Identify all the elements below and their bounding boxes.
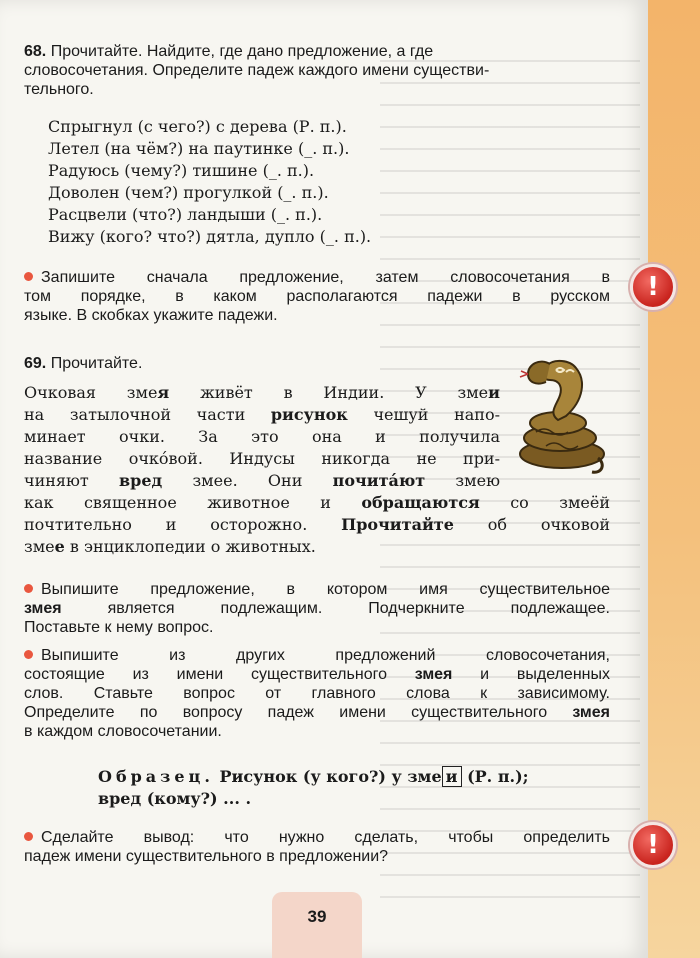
orange-bullet-icon: [24, 272, 33, 281]
list-item: Вижу (кого? что?) дятла, дупло (_. п.).: [48, 227, 372, 246]
next-page-edge: [648, 0, 700, 958]
exclamation-circle-icon: !: [630, 822, 676, 868]
snake-text-narrow: Очковая змея живёт в Индии. У змеи на затылочной части рисунок чешуй напо- минает очки. За это она и получила название очко́вой. Индусы никогда не при- чиняют вред змее. Они почита́ют змею: [24, 383, 500, 490]
list-item: Расцвели (что?) ландыши (_. п.).: [48, 205, 323, 224]
list-item: Спрыгнул (с чего?) с дерева (Р. п.).: [48, 117, 347, 136]
sample-label: Образец.: [98, 767, 214, 786]
orange-bullet-icon: [24, 650, 33, 659]
cobra-illustration: [506, 350, 612, 478]
page-number: 39: [272, 892, 362, 958]
exercise-68-items: [48, 116, 371, 248]
exercise-69-task: 69. Прочитайте.: [24, 355, 143, 372]
exercise-69-bullet-1: Выпишите предложение, в котором имя существительное змея является подлежащим. Подчеркните подлежащее. Поставьте к нему вопрос.: [24, 581, 610, 636]
exercise-68-number: 68.: [24, 43, 47, 60]
boxed-ending: и: [442, 766, 462, 787]
orange-bullet-icon: [24, 832, 33, 841]
exercise-69-bullet-3: Сделайте вывод: что нужно сделать, чтобы определить падеж имени существительного в предложении?: [24, 829, 610, 865]
exclamation-circle-icon: !: [630, 264, 676, 310]
list-item: Доволен (чем?) прогулкой (_. п.).: [48, 183, 329, 202]
list-item: Летел (на чём?) на паутинке (_. п.).: [48, 139, 350, 158]
exercise-68-note: Запишите сначала предложение, затем словосочетания в том порядке, в каком располагаются падежи в русском языке. В скобках укажите падежи.: [24, 269, 610, 324]
exercise-68-task: 68. Прочитайте. Найдите, где дано предложение, а где словосочетания. Определите падеж каждого имени существи- тельного.: [24, 43, 490, 98]
sample-block: Образец. Рисунок (у кого?) у зме и (Р. п.); вред (кому?) ... .: [98, 767, 529, 808]
snake-text-wide: как священное животное и обращаются со змеёй почтительно и осторожно. Прочитайте об очковой змее в энциклопедии о животных.: [24, 493, 610, 556]
exercise-69-bullet-2: Выпишите из других предложений словосочетания, состоящие из имени существительного змея и выделенных слов. Ставьте вопрос от главного слова к зависимому. Определите по вопросу падеж имени существительного змея в каждом словосочетании.: [24, 647, 611, 740]
orange-bullet-icon: [24, 584, 33, 593]
exercise-69-number: 69.: [24, 355, 47, 372]
list-item: Радуюсь (чему?) тишине (_. п.).: [48, 161, 315, 180]
